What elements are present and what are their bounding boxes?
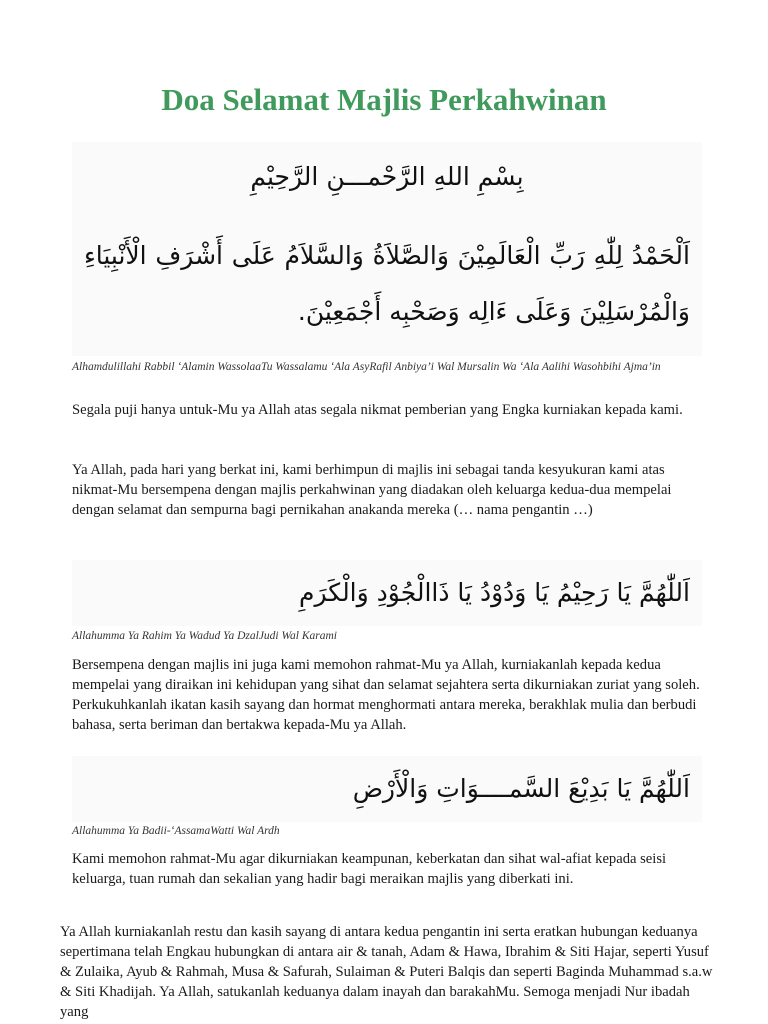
- doa-arabic-2: اَللّٰهُمَّ يَا بَدِيْعَ السَّمــــوَاتِ وَالْأَرْضِ: [72, 756, 702, 822]
- opening-praise-transliteration: Alhamdulillahi Rabbil ‘Alamin WassolaaTu Wassalamu ‘Ala AsyRafil Anbiya’i Wal Mursalin Wa ‘Ala Aalihi Wasohbihi Ajma’in: [72, 361, 661, 373]
- basmalah-arabic: بِسْمِ اللهِ الرَّحْمـــنِ الرَّحِيْمِ: [72, 142, 702, 212]
- paragraph-praise: Segala puji hanya untuk-Mu ya Allah atas segala nikmat pemberian yang Engka kurniakan kepada kami.: [72, 402, 683, 418]
- doa-transliteration-2: Allahumma Ya Badii-‘AssamaWatti Wal Ardh: [72, 825, 280, 837]
- paragraph-unity-prayer: Ya Allah kurniakanlah restu dan kasih sayang di antara kedua pengantin ini serta eratkan hubungan keduanya sepertimana telah Engkau hubungkan di antara air & tanah, Adam & Hawa, Ibrahim & Siti Hajar, seperti Yusuf & Zulaika, Ayub & Rahmah, Musa & Safurah, Sulaiman & Puteri Balqis dan seperti Baginda Muhammad s.a.w & Siti Khadijah. Ya Allah, satukanlah keduanya dalam inayah dan barakahMu. Semoga menjadi Nur ibadah yang: [60, 924, 713, 1020]
- doa-transliteration-1: Allahumma Ya Rahim Ya Wadud Ya DzalJudi Wal Karami: [72, 630, 337, 642]
- opening-praise-arabic: اَلْحَمْدُ لِلّٰهِ رَبِّ الْعَالَمِيْنَ وَالصَّلاَةُ وَالسَّلاَمُ عَلَى أَشْرَفِ الْأَنْبِيَاءِ وَالْمُرْسَلِيْنَ وَعَلَى ءَالِه وَصَحْبِه أَجْمَعِيْنَ.: [72, 212, 702, 356]
- page-title: Doa Selamat Majlis Perkahwinan: [161, 82, 607, 117]
- paragraph-blessing-couple: Bersempena dengan majlis ini juga kami memohon rahmat-Mu ya Allah, kurniakanlah kepada kedua mempelai yang diraikan ini kehidupan yang sihat dan selamat sejahtera serta dikurniakan zuriat yang soleh. Perkukuhkanlah ikatan kasih sayang dan hormat menghormati antara mereka, berakhlak mulia dan berbudi bahasa, serta beriman dan bertakwa kepada-Mu ya Allah.: [72, 657, 700, 733]
- paragraph-family-blessing: Kami memohon rahmat-Mu agar dikurniakan keampunan, keberkatan dan sihat wal-afiat kepada seisi keluarga, tuan rumah dan sekalian yang hadir bagi meraikan majlis yang diberkati ini.: [72, 851, 667, 887]
- doa-arabic-1: اَللّٰهُمَّ يَا رَحِيْمُ يَا وَدُوْدُ يَا ذَاالْجُوْدِ وَالْكَرَمِ: [72, 560, 702, 626]
- paragraph-gathering: Ya Allah, pada hari yang berkat ini, kami berhimpun di majlis ini sebagai tanda kesyukuran kami atas nikmat-Mu bersempena dengan majlis perkahwinan yang diadakan oleh keluarga kedua-dua mempelai dengan selamat dan sempurna bagi pernikahan anakanda mereka (… nama pengantin …): [72, 462, 672, 518]
